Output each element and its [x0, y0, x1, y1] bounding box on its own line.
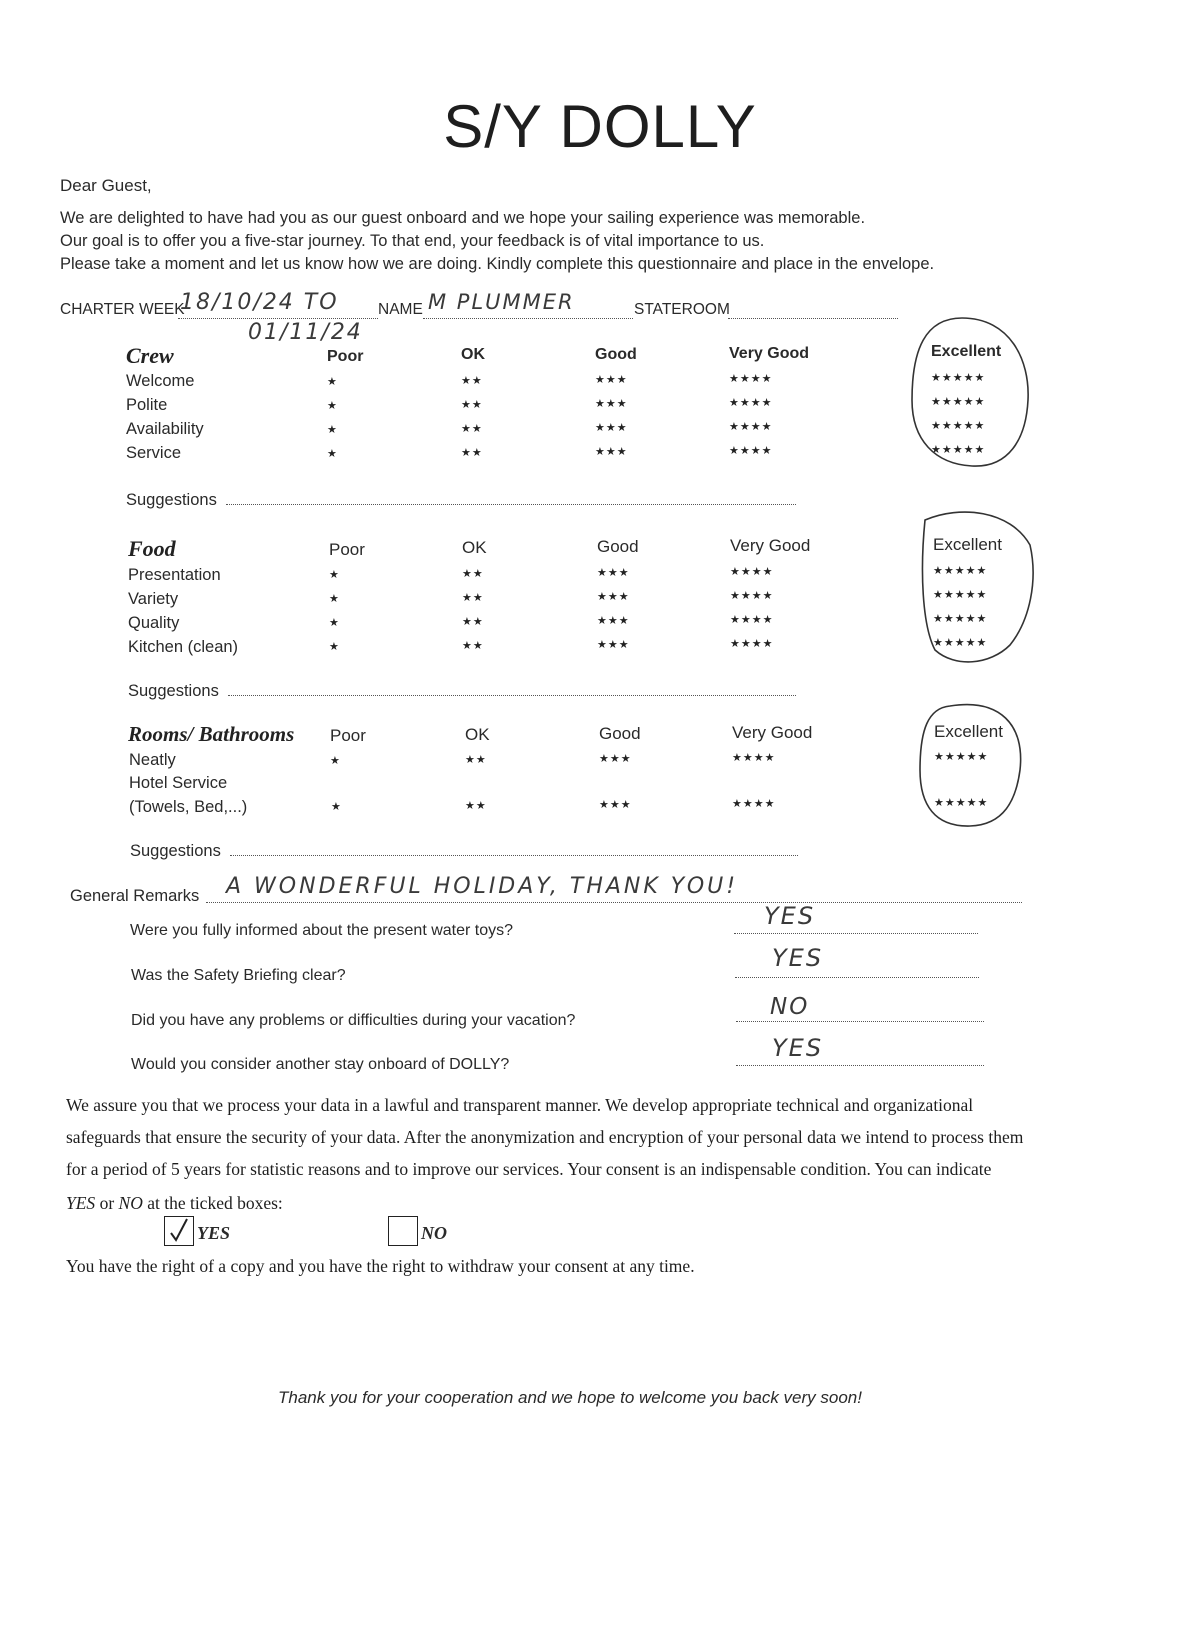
food-header-good: Good [597, 537, 639, 556]
stateroom-label: STATEROOM [634, 301, 730, 318]
food-header-ok: OK [462, 538, 487, 557]
food-presentation-star-2[interactable]: ★★ [462, 568, 484, 580]
rooms-hotel-service-star-1[interactable]: ★ [331, 801, 342, 813]
food-kitchen-star-2[interactable]: ★★ [462, 640, 484, 652]
food-kitchen-star-4[interactable]: ★★★★ [730, 638, 774, 650]
rooms-hotel-service-star-2[interactable]: ★★ [465, 800, 487, 812]
crew-availability-star-1[interactable]: ★ [327, 424, 338, 436]
food-quality-star-5[interactable]: ★★★★★ [933, 613, 988, 625]
food-variety-star-1[interactable]: ★ [329, 593, 340, 605]
answer-line-safety-briefing[interactable] [735, 977, 979, 978]
intro-line-2: Our goal is to offer you a five-star journey. To that end, your feedback is of vital importance to us. [60, 232, 765, 250]
greeting: Dear Guest, [60, 176, 152, 195]
rooms-header-ok: OK [465, 725, 490, 744]
crew-header-very-good: Very Good [729, 345, 810, 362]
privacy-line-4-rest: at the ticked boxes: [142, 1193, 283, 1213]
charter-week-value-2: 01/11/24 [248, 320, 363, 345]
crew-polite-star-2[interactable]: ★★ [461, 399, 483, 411]
food-item-presentation: Presentation [128, 566, 221, 584]
section-title-food: Food [128, 536, 176, 561]
name-value: M PLUMMER [428, 290, 575, 314]
answer-line-another-stay[interactable] [736, 1065, 984, 1066]
food-variety-star-2[interactable]: ★★ [462, 592, 484, 604]
rooms-item-towels-bed: (Towels, Bed,...) [129, 798, 248, 816]
rooms-header-very-good: Very Good [732, 723, 813, 742]
answer-problems: NO [770, 994, 810, 1020]
privacy-line-4 [66, 1193, 283, 1214]
privacy-yes-word: YES [66, 1193, 96, 1213]
rooms-neatly-star-5[interactable]: ★★★★★ [934, 751, 989, 763]
food-quality-star-1[interactable]: ★ [329, 617, 340, 629]
food-presentation-star-1[interactable]: ★ [329, 569, 340, 581]
crew-polite-star-1[interactable]: ★ [327, 400, 338, 412]
privacy-no-word: NO [118, 1193, 143, 1213]
rooms-hotel-service-star-4[interactable]: ★★★★ [732, 798, 776, 810]
question-water-toys: Were you fully informed about the present water toys? [130, 922, 514, 939]
food-kitchen-star-3[interactable]: ★★★ [597, 639, 630, 651]
crew-service-star-5[interactable]: ★★★★★ [931, 444, 986, 456]
food-variety-star-3[interactable]: ★★★ [597, 591, 630, 603]
food-variety-star-5[interactable]: ★★★★★ [933, 589, 988, 601]
consent-no-label: NO [421, 1223, 447, 1243]
rooms-neatly-star-3[interactable]: ★★★ [599, 753, 632, 765]
rooms-suggestions-label: Suggestions [130, 842, 221, 860]
name-label: NAME [378, 301, 423, 318]
food-excellent-circle [922, 512, 1033, 662]
crew-item-service: Service [126, 444, 182, 462]
rooms-header-poor: Poor [330, 726, 366, 745]
crew-suggestions-label: Suggestions [126, 491, 217, 509]
crew-welcome-star-5[interactable]: ★★★★★ [931, 372, 986, 384]
privacy-line-1: We assure you that we process your data in a lawful and transparent manner. We develop appropriate technical and organizational [66, 1095, 974, 1115]
rooms-hotel-service-star-3[interactable]: ★★★ [599, 799, 632, 811]
answer-line-water-toys[interactable] [734, 933, 978, 934]
rooms-item-hotel-service: Hotel Service [129, 774, 228, 792]
crew-welcome-star-3[interactable]: ★★★ [595, 374, 628, 386]
question-another-stay: Would you consider another stay onboard of DOLLY? [131, 1056, 510, 1073]
check-mark-icon [165, 1217, 193, 1245]
section-title-crew: Crew [126, 343, 174, 368]
answer-another-stay: YES [772, 1034, 824, 1062]
answer-line-problems[interactable] [736, 1021, 984, 1022]
rooms-neatly-star-1[interactable]: ★ [330, 755, 341, 767]
food-quality-star-3[interactable]: ★★★ [597, 615, 630, 627]
copy-right-text: You have the right of a copy and you have the right to withdraw your consent at any time. [66, 1256, 695, 1276]
food-quality-star-4[interactable]: ★★★★ [730, 614, 774, 626]
consent-yes-checkbox[interactable] [164, 1216, 194, 1246]
food-kitchen-star-1[interactable]: ★ [329, 641, 340, 653]
food-item-variety: Variety [128, 590, 179, 608]
form-title: S/Y DOLLY [443, 93, 757, 160]
food-presentation-star-3[interactable]: ★★★ [597, 567, 630, 579]
section-title-rooms: Rooms/ Bathrooms [128, 722, 295, 746]
food-variety-star-4[interactable]: ★★★★ [730, 590, 774, 602]
crew-header-excellent: Excellent [931, 343, 1002, 360]
food-kitchen-star-5[interactable]: ★★★★★ [933, 637, 988, 649]
crew-welcome-star-4[interactable]: ★★★★ [729, 373, 773, 385]
question-problems: Did you have any problems or difficulties during your vacation? [131, 1012, 576, 1029]
closing-message: Thank you for your cooperation and we hope to welcome you back very soon! [277, 1388, 862, 1407]
privacy-or-word: or [95, 1193, 119, 1213]
crew-service-star-4[interactable]: ★★★★ [729, 445, 773, 457]
rooms-neatly-star-2[interactable]: ★★ [465, 754, 487, 766]
food-header-excellent: Excellent [933, 535, 1002, 554]
food-presentation-star-5[interactable]: ★★★★★ [933, 565, 988, 577]
consent-yes-label: YES [197, 1223, 231, 1243]
crew-availability-star-5[interactable]: ★★★★★ [931, 420, 986, 432]
privacy-line-2: safeguards that ensure the security of your data. After the anonymization and encryption of your personal data we intend to process them [66, 1127, 1024, 1147]
food-quality-star-2[interactable]: ★★ [462, 616, 484, 628]
rooms-hotel-service-star-5[interactable]: ★★★★★ [934, 797, 989, 809]
crew-availability-star-2[interactable]: ★★ [461, 423, 483, 435]
answer-water-toys: YES [764, 902, 816, 930]
crew-item-availability: Availability [126, 420, 204, 438]
rooms-item-neatly: Neatly [129, 751, 176, 769]
crew-item-polite: Polite [126, 396, 168, 414]
crew-polite-star-5[interactable]: ★★★★★ [931, 396, 986, 408]
answer-safety-briefing: YES [772, 944, 824, 972]
crew-header-poor: Poor [327, 348, 364, 365]
food-header-poor: Poor [329, 540, 365, 559]
food-presentation-star-4[interactable]: ★★★★ [730, 566, 774, 578]
intro-line-3: Please take a moment and let us know how we are doing. Kindly complete this questionnaire and place in the envelope. [60, 255, 935, 273]
rooms-excellent-circle [920, 705, 1021, 826]
crew-header-good: Good [595, 346, 637, 363]
rooms-header-excellent: Excellent [934, 722, 1003, 741]
food-header-very-good: Very Good [730, 536, 811, 555]
general-remarks-label: General Remarks [70, 887, 200, 905]
privacy-line-3: for a period of 5 years for statistic reasons and to improve our services. Your consent is an indispensable condition. You can indicate [66, 1159, 992, 1179]
question-safety-briefing: Was the Safety Briefing clear? [131, 967, 346, 984]
rooms-neatly-star-4[interactable]: ★★★★ [732, 752, 776, 764]
crew-service-star-2[interactable]: ★★ [461, 447, 483, 459]
crew-welcome-star-2[interactable]: ★★ [461, 375, 483, 387]
charter-week-value: 18/10/24 TO [180, 290, 339, 315]
intro-line-1: We are delighted to have had you as our guest onboard and we hope your sailing experience was memorable. [60, 209, 866, 227]
charter-week-label: CHARTER WEEK [60, 301, 185, 318]
crew-service-star-1[interactable]: ★ [327, 448, 338, 460]
crew-polite-star-4[interactable]: ★★★★ [729, 397, 773, 409]
crew-polite-star-3[interactable]: ★★★ [595, 398, 628, 410]
rooms-header-good: Good [599, 724, 641, 743]
general-remarks-line[interactable] [206, 902, 1022, 903]
food-suggestions-label: Suggestions [128, 682, 219, 700]
crew-availability-star-3[interactable]: ★★★ [595, 422, 628, 434]
crew-item-welcome: Welcome [126, 372, 195, 390]
food-item-quality: Quality [128, 614, 180, 632]
crew-service-star-3[interactable]: ★★★ [595, 446, 628, 458]
crew-welcome-star-1[interactable]: ★ [327, 376, 338, 388]
crew-excellent-circle [912, 318, 1028, 466]
crew-header-ok: OK [461, 346, 485, 363]
food-item-kitchen: Kitchen (clean) [128, 638, 239, 656]
general-remarks-value: A WONDERFUL HOLIDAY, THANK YOU! [226, 874, 739, 899]
crew-availability-star-4[interactable]: ★★★★ [729, 421, 773, 433]
consent-no-checkbox[interactable] [388, 1216, 418, 1246]
